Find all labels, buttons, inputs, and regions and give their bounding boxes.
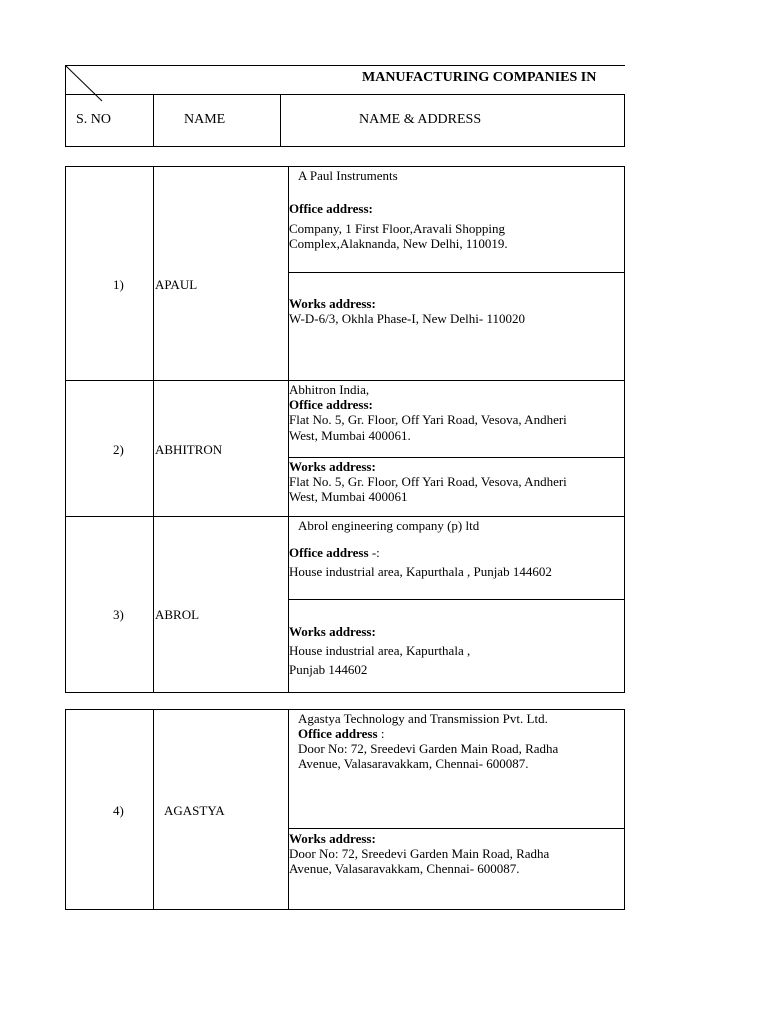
- table-1-col-divider-1: [153, 166, 154, 693]
- table-2-col-divider-1: [153, 709, 154, 910]
- header-col-divider-2: [280, 94, 281, 147]
- office-address-suffix: -:: [368, 545, 380, 560]
- row-4-address-divider: [288, 828, 625, 829]
- works-address-label: Works address:: [289, 296, 376, 311]
- column-header-address: NAME & ADDRESS: [359, 112, 482, 127]
- works-address-line: West, Mumbai 400061: [289, 489, 408, 504]
- office-address-line: Flat No. 5, Gr. Floor, Off Yari Road, Vesova, Andheri: [289, 412, 567, 427]
- row-serial-number: 2): [113, 442, 124, 457]
- works-address-line: W-D-6/3, Okhla Phase-I, New Delhi- 110020: [289, 311, 525, 326]
- header-top-rule: [65, 65, 625, 66]
- row-company-code: ABROL: [155, 607, 200, 622]
- row-serial-number: 3): [113, 607, 124, 622]
- document-title: MANUFACTURING COMPANIES IN: [362, 70, 597, 85]
- table-2-col-divider-2: [288, 709, 289, 910]
- works-address-line: Door No: 72, Sreedevi Garden Main Road, Radha: [289, 846, 550, 861]
- row-company-code: ABHITRON: [155, 442, 223, 457]
- row-2-address-divider: [288, 457, 625, 458]
- header-bottom-rule: [65, 146, 625, 147]
- office-address-line: West, Mumbai 400061.: [289, 428, 411, 443]
- header-diagonal-mark: [65, 65, 105, 103]
- office-address-line: House industrial area, Kapurthala , Punjab 144602: [289, 564, 552, 579]
- works-address-line: Flat No. 5, Gr. Floor, Off Yari Road, Vesova, Andheri: [289, 474, 567, 489]
- works-address-label: Works address:: [289, 831, 376, 846]
- header-mid-rule: [65, 94, 625, 95]
- column-header-sno: S. NO: [76, 112, 112, 127]
- row-company-code: APAUL: [155, 277, 198, 292]
- office-address-line: Avenue, Valasaravakkam, Chennai- 600087.: [298, 756, 529, 771]
- office-address-label: Office address:: [289, 397, 373, 412]
- row-company-code: AGASTYA: [164, 803, 225, 818]
- row-3-address-divider: [288, 599, 625, 600]
- office-address-heading: [289, 545, 380, 560]
- company-name: Abhitron India,: [289, 382, 370, 397]
- office-address-suffix: :: [377, 726, 385, 741]
- table-1-row-divider-1: [65, 380, 625, 381]
- office-address-line: Company, 1 First Floor,Aravali Shopping: [289, 221, 506, 236]
- office-address-heading: [298, 726, 384, 741]
- office-address-label: Office address: [298, 726, 378, 741]
- company-name: Abrol engineering company (p) ltd: [298, 518, 480, 533]
- row-serial-number: 1): [113, 277, 124, 292]
- office-address-line: Complex,Alaknanda, New Delhi, 110019.: [289, 236, 508, 251]
- header-right-rule: [624, 94, 625, 147]
- office-address-label: Office address: [289, 545, 369, 560]
- company-name: A Paul Instruments: [298, 168, 398, 183]
- works-address-line: Avenue, Valasaravakkam, Chennai- 600087.: [289, 861, 520, 876]
- table-1-row-divider-2: [65, 516, 625, 517]
- works-address-label: Works address:: [289, 459, 376, 474]
- column-header-name: NAME: [184, 112, 226, 127]
- office-address-label: Office address:: [289, 201, 373, 216]
- row-1-address-divider: [288, 272, 625, 273]
- company-name: Agastya Technology and Transmission Pvt. Ltd.: [298, 711, 548, 726]
- row-serial-number: 4): [113, 803, 124, 818]
- works-address-line: House industrial area, Kapurthala ,: [289, 643, 471, 658]
- works-address-label: Works address:: [289, 624, 376, 639]
- office-address-line: Door No: 72, Sreedevi Garden Main Road, Radha: [298, 741, 559, 756]
- works-address-line: Punjab 144602: [289, 662, 368, 677]
- header-col-divider-1: [153, 94, 154, 147]
